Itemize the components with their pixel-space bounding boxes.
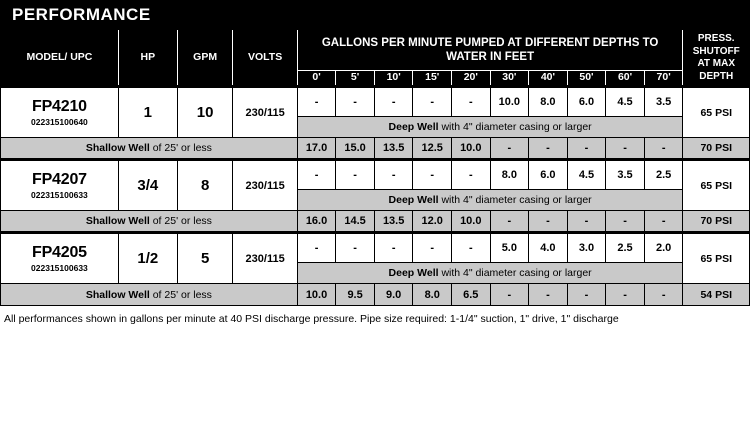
shallow-value-0: 10.0	[297, 284, 336, 306]
deep-value-20: -	[452, 233, 491, 263]
header-depth-50: 50'	[567, 70, 606, 86]
deep-value-60: 3.5	[606, 160, 645, 190]
shallow-value-10: 13.5	[374, 138, 413, 160]
deep-value-15: -	[413, 233, 452, 263]
gpm-value: 10	[177, 87, 233, 138]
model-name: FP4207	[32, 171, 87, 188]
shallow-value-70: -	[644, 211, 683, 233]
shallow-value-5: 15.0	[336, 138, 375, 160]
shallow-well-detail: of 25' or less	[149, 215, 212, 227]
shallow-value-5: 14.5	[336, 211, 375, 233]
deep-value-50: 4.5	[567, 160, 606, 190]
deep-value-40: 8.0	[529, 87, 568, 117]
hp-value: 1/2	[118, 233, 177, 284]
header-depth-0: 0'	[297, 70, 336, 86]
shallow-value-0: 16.0	[297, 211, 336, 233]
deep-value-10: -	[374, 87, 413, 117]
volts-value: 230/115	[233, 87, 297, 138]
shallow-press-shutoff: 70 PSI	[683, 138, 750, 160]
deep-press-shutoff: 65 PSI	[683, 87, 750, 138]
deep-value-50: 6.0	[567, 87, 606, 117]
deep-well-detail: with 4" diameter casing or larger	[438, 121, 592, 133]
shallow-value-30: -	[490, 211, 529, 233]
deep-value-0: -	[297, 87, 336, 117]
shallow-value-40: -	[529, 211, 568, 233]
model-upc: 022315100633	[31, 190, 88, 200]
shallow-value-10: 9.0	[374, 284, 413, 306]
deep-well-note	[297, 190, 683, 211]
shallow-well-label: Shallow Well	[85, 215, 150, 227]
gpm-value: 8	[177, 160, 233, 211]
shallow-well-row	[1, 284, 750, 306]
deep-value-30: 8.0	[490, 160, 529, 190]
deep-press-shutoff: 65 PSI	[683, 233, 750, 284]
header-depth-5: 5'	[336, 70, 375, 86]
table-row	[1, 233, 750, 263]
shallow-press-shutoff: 54 PSI	[683, 284, 750, 306]
shallow-press-shutoff: 70 PSI	[683, 211, 750, 233]
deep-value-5: -	[336, 160, 375, 190]
footer-note: All performances shown in gallons per minute at 40 PSI discharge pressure. Pipe size required: 1-1/4" suction, 1" drive, 1" discharge	[4, 313, 619, 325]
gpm-value: 5	[177, 233, 233, 284]
deep-value-5: -	[336, 87, 375, 117]
header-depth-30: 30'	[490, 70, 529, 86]
deep-value-15: -	[413, 160, 452, 190]
model-cell	[1, 233, 119, 284]
deep-value-70: 2.5	[644, 160, 683, 190]
header-model-upc: MODEL/ UPC	[1, 31, 119, 87]
header-depth-60: 60'	[606, 70, 645, 86]
deep-well-label: Deep Well	[388, 267, 439, 279]
shallow-value-10: 13.5	[374, 211, 413, 233]
model-upc: 022315100633	[31, 263, 88, 273]
volts-value: 230/115	[233, 233, 297, 284]
shallow-value-30: -	[490, 284, 529, 306]
table-row	[1, 87, 750, 117]
header-depth-15: 15'	[413, 70, 452, 86]
shallow-value-20: 10.0	[452, 211, 491, 233]
deep-value-20: -	[452, 160, 491, 190]
shallow-value-0: 17.0	[297, 138, 336, 160]
shallow-value-70: -	[644, 284, 683, 306]
shallow-value-50: -	[567, 211, 606, 233]
shallow-value-15: 12.0	[413, 211, 452, 233]
header-depth-70: 70'	[644, 70, 683, 86]
shallow-well-detail: of 25' or less	[149, 288, 212, 301]
deep-value-30: 10.0	[490, 87, 529, 117]
deep-well-note	[297, 117, 683, 138]
deep-value-50: 3.0	[567, 233, 606, 263]
header-depth-20: 20'	[452, 70, 491, 86]
deep-value-30: 5.0	[490, 233, 529, 263]
page-title: PERFORMANCE	[12, 5, 151, 24]
deep-value-20: -	[452, 87, 491, 117]
shallow-value-20: 10.0	[452, 138, 491, 160]
hp-value: 3/4	[118, 160, 177, 211]
shallow-value-50: -	[567, 138, 606, 160]
model-cell	[1, 87, 119, 138]
shallow-value-70: -	[644, 138, 683, 160]
shallow-value-40: -	[529, 284, 568, 306]
shallow-well-note	[1, 211, 298, 233]
deep-value-70: 3.5	[644, 87, 683, 117]
deep-value-60: 2.5	[606, 233, 645, 263]
shallow-value-60: -	[606, 211, 645, 233]
shallow-well-row	[1, 211, 750, 233]
model-cell	[1, 160, 119, 211]
performance-table	[0, 30, 750, 306]
header-depth-10: 10'	[374, 70, 413, 86]
header-press-shutoff: PRESS. SHUTOFF AT MAX DEPTH	[683, 31, 750, 87]
deep-press-shutoff: 65 PSI	[683, 160, 750, 211]
deep-well-detail: with 4" diameter casing or larger	[438, 267, 592, 279]
shallow-value-30: -	[490, 138, 529, 160]
shallow-well-note	[1, 138, 298, 160]
shallow-value-15: 8.0	[413, 284, 452, 306]
title-bar	[0, 0, 750, 30]
shallow-value-60: -	[606, 138, 645, 160]
deep-value-10: -	[374, 233, 413, 263]
deep-value-5: -	[336, 233, 375, 263]
header-hp: HP	[118, 31, 177, 87]
deep-value-0: -	[297, 160, 336, 190]
deep-well-note	[297, 263, 683, 284]
deep-well-detail: with 4" diameter casing or larger	[438, 194, 592, 206]
header-depth-40: 40'	[529, 70, 568, 86]
shallow-value-50: -	[567, 284, 606, 306]
model-name: FP4205	[32, 244, 87, 261]
shallow-value-5: 9.5	[336, 284, 375, 306]
model-upc: 022315100640	[31, 117, 88, 127]
shallow-value-15: 12.5	[413, 138, 452, 160]
table-row	[1, 160, 750, 190]
shallow-well-label: Shallow Well	[85, 142, 150, 154]
deep-value-40: 6.0	[529, 160, 568, 190]
hp-value: 1	[118, 87, 177, 138]
table-header-row-1	[1, 31, 750, 71]
shallow-well-note	[1, 284, 298, 306]
deep-well-label: Deep Well	[388, 121, 439, 133]
deep-value-60: 4.5	[606, 87, 645, 117]
shallow-well-detail: of 25' or less	[149, 142, 212, 154]
header-gpm: GPM	[177, 31, 233, 87]
shallow-value-20: 6.5	[452, 284, 491, 306]
header-volts: VOLTS	[233, 31, 297, 87]
shallow-value-40: -	[529, 138, 568, 160]
deep-value-15: -	[413, 87, 452, 117]
deep-value-0: -	[297, 233, 336, 263]
model-name: FP4210	[32, 98, 87, 115]
deep-value-70: 2.0	[644, 233, 683, 263]
deep-well-label: Deep Well	[388, 194, 439, 206]
shallow-well-label: Shallow Well	[85, 288, 150, 301]
deep-value-40: 4.0	[529, 233, 568, 263]
volts-value: 230/115	[233, 160, 297, 211]
shallow-value-60: -	[606, 284, 645, 306]
shallow-well-row	[1, 138, 750, 160]
deep-value-10: -	[374, 160, 413, 190]
header-gpm-group: GALLONS PER MINUTE PUMPED AT DIFFERENT DEPTHS TO WATER IN FEET	[297, 31, 683, 71]
